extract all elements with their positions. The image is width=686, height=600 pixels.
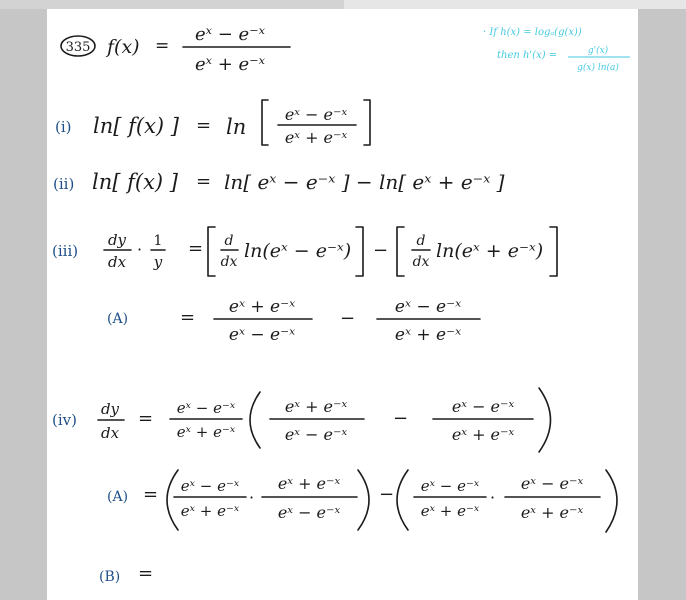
step-iii-a-equals: = (180, 307, 196, 328)
step-iv-denominator-1: eˣ − e⁻ˣ (284, 425, 348, 444)
step-iii-bracket-1-right (356, 227, 363, 276)
step-ii-lhs: ln[ f(x) ] (92, 170, 178, 194)
step-iii-one: 1 (153, 233, 163, 249)
note-fraction-denominator: g(x) ln(a) (577, 63, 619, 73)
step-iv-a-term3-numerator: eˣ − e⁻ˣ (420, 477, 480, 495)
step-iii-y: y (153, 253, 163, 271)
step-iii-a-minus: − (340, 308, 356, 329)
step-iv-a-term1-denominator: eˣ + e⁻ˣ (180, 502, 240, 520)
step-iv-factor-denominator: eˣ + e⁻ˣ (176, 423, 236, 441)
step-iv-a-term4-numerator: eˣ − e⁻ˣ (520, 474, 584, 493)
step-iii-dot: · (137, 240, 143, 259)
step-iv-a-equals: = (143, 484, 159, 505)
step-label-iii-a: (A) (107, 311, 129, 327)
step-iii-dx: dx (107, 253, 127, 271)
step-i-denominator: eˣ + e⁻ˣ (284, 128, 348, 147)
step-iv-dy: dy (100, 400, 120, 418)
step-iii-dy: dy (107, 231, 127, 249)
step-iv-factor-numerator: eˣ − e⁻ˣ (176, 399, 236, 417)
step-i-ln: ln (226, 115, 247, 139)
step-ii-equals: = (196, 171, 212, 192)
step-label-ii: (ii) (53, 175, 75, 193)
note-derivative-prefix: then h'(x) = (497, 50, 558, 61)
step-ii-rhs: ln[ eˣ − e⁻ˣ ] − ln[ eˣ + e⁻ˣ ] (224, 170, 505, 194)
definition-denominator: eˣ + e⁻ˣ (194, 54, 266, 75)
step-label-iii: (iii) (52, 242, 79, 260)
step-i-lhs: ln[ f(x) ] (93, 114, 179, 138)
step-iv-a-term4-denominator: eˣ + e⁻ˣ (520, 503, 584, 522)
function-name: f(x) (107, 36, 140, 58)
step-iv-a-term2-numerator: eˣ + e⁻ˣ (277, 474, 341, 493)
step-iv-dx: dx (100, 424, 120, 442)
step-iii-bracket-1-left (208, 227, 215, 276)
step-iii-a-numerator-1: eˣ + e⁻ˣ (228, 297, 296, 317)
step-label-iv: (iv) (52, 411, 77, 429)
step-iii-equals: = (188, 238, 204, 259)
equals-sign: = (155, 36, 170, 56)
definition-numerator: eˣ − e⁻ˣ (194, 24, 266, 45)
step-iii-dx-1: dx (220, 254, 238, 270)
step-iii-d-2: d (416, 233, 426, 249)
step-i-right-bracket (364, 100, 370, 145)
step-iii-ln-2: ln(eˣ + e⁻ˣ) (436, 240, 544, 262)
note-rule-line: · If h(x) = logₐ(g(x)) (483, 27, 582, 38)
step-i-left-bracket (262, 100, 268, 145)
step-iv-left-paren (250, 392, 260, 448)
note-fraction-numerator: g'(x) (587, 46, 609, 56)
step-iv-numerator-1: eˣ + e⁻ˣ (284, 397, 348, 416)
step-iv-a-term3-denominator: eˣ + e⁻ˣ (420, 502, 480, 520)
step-iv-numerator-2: eˣ − e⁻ˣ (451, 397, 515, 416)
step-iv-minus: − (393, 408, 409, 429)
step-iv-denominator-2: eˣ + e⁻ˣ (451, 425, 515, 444)
step-iii-bracket-2-right (550, 227, 557, 276)
step-iii-ln-1: ln(eˣ − e⁻ˣ) (244, 240, 352, 262)
step-iv-a-paren-2-left (397, 470, 408, 530)
step-iv-a-paren-2-right (606, 470, 617, 532)
step-iv-equals: = (138, 408, 154, 429)
problem-number: 335 (65, 40, 91, 55)
step-label-iv-b: (B) (99, 569, 121, 585)
step-label-i: (i) (55, 118, 72, 136)
step-iv-a-paren-1-right (358, 470, 369, 530)
step-iii-minus: − (373, 240, 389, 261)
step-iv-a-term1-numerator: eˣ − e⁻ˣ (180, 477, 240, 495)
step-iii-d-1: d (224, 233, 234, 249)
step-iii-dx-2: dx (412, 254, 430, 270)
step-i-numerator: eˣ − e⁻ˣ (284, 105, 348, 124)
step-iv-right-paren (539, 388, 551, 452)
step-iii-a-denominator-1: eˣ − e⁻ˣ (228, 325, 296, 345)
step-iii-a-numerator-2: eˣ − e⁻ˣ (394, 297, 462, 317)
step-iv-a-dot-1: · (249, 488, 255, 507)
step-label-iv-a: (A) (107, 489, 129, 505)
step-iv-a-term2-denominator: eˣ − e⁻ˣ (277, 503, 341, 522)
step-iii-bracket-2-left (397, 227, 404, 276)
step-iv-a-dot-2: · (490, 488, 496, 507)
step-iv-a-paren-1-left (167, 470, 178, 530)
step-iii-a-denominator-2: eˣ + e⁻ˣ (394, 325, 462, 345)
step-iv-b-equals: = (138, 563, 154, 584)
step-iv-a-minus: − (379, 484, 395, 505)
step-i-equals: = (196, 115, 212, 136)
